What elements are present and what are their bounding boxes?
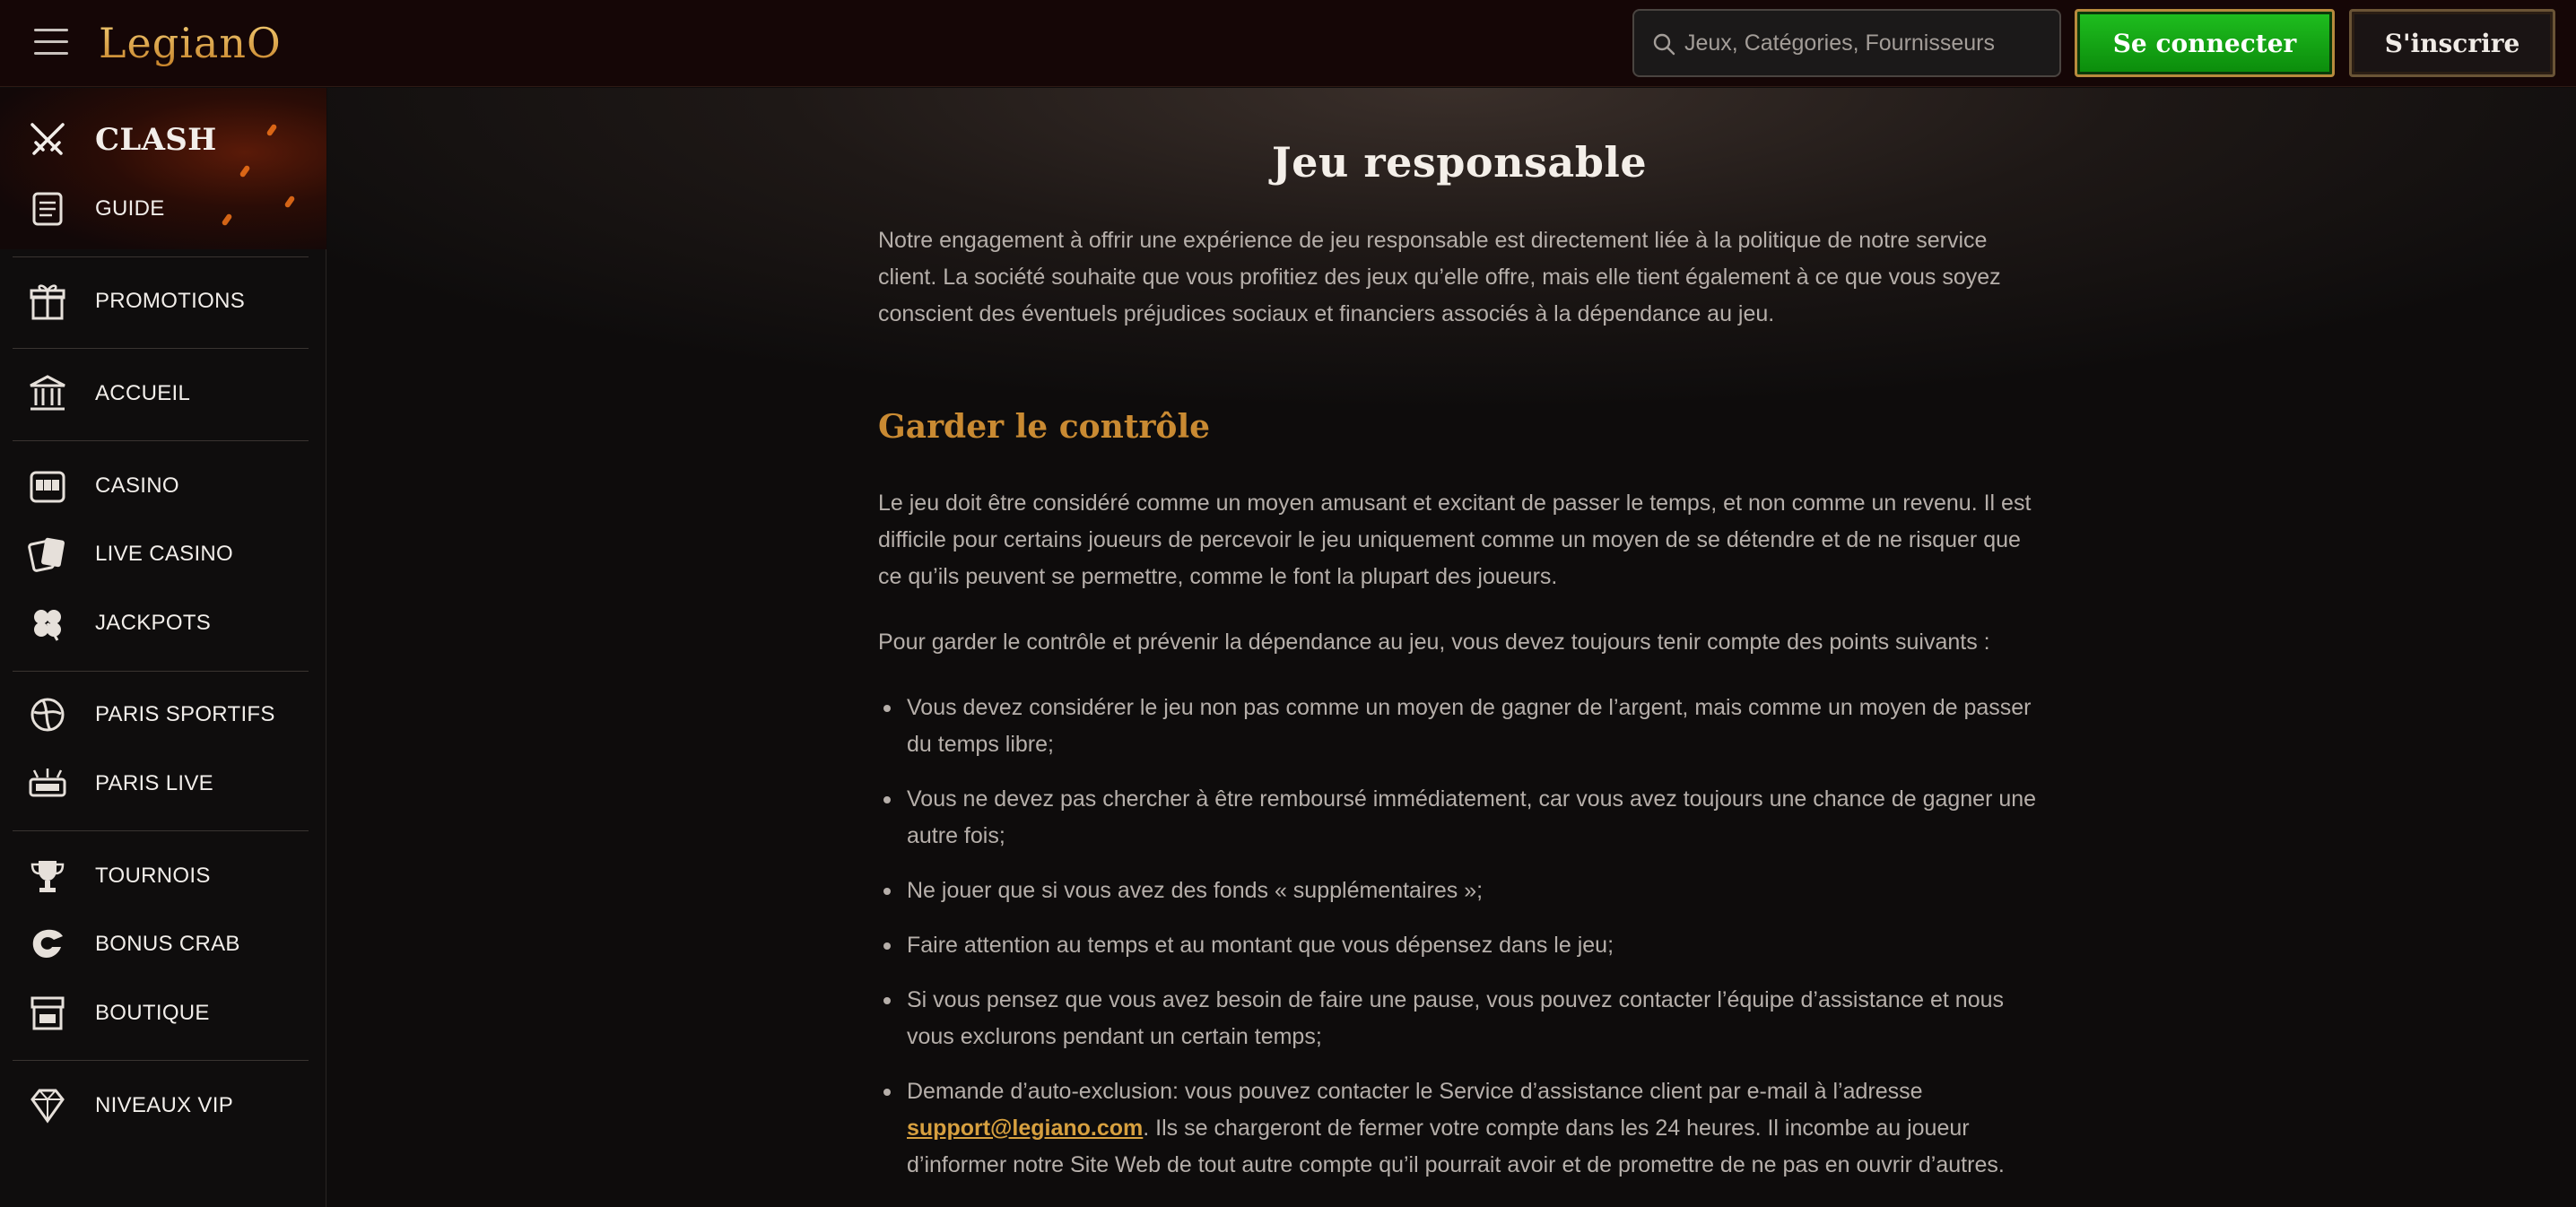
trophy-icon [25, 854, 70, 899]
divider [13, 830, 309, 831]
sidebar [0, 88, 326, 1207]
support-email-link[interactable]: support@legiano.com [907, 1116, 1144, 1141]
list-item [878, 1073, 2041, 1184]
hamburger-menu-icon[interactable] [34, 27, 68, 57]
crossed-swords-icon [25, 117, 70, 162]
sidebar-item-promotions[interactable]: PROMOTIONS [25, 270, 312, 333]
clover-icon [25, 601, 70, 646]
search-icon [1652, 32, 1675, 56]
diamond-icon [25, 1083, 70, 1128]
top-header [0, 0, 2576, 87]
divider [13, 256, 309, 257]
search-input[interactable] [1684, 13, 2052, 74]
list-item: Vous ne devez pas chercher à être remboursé immédiatement, car vous avez toujours une chance de gagner une autre fois; [878, 781, 2041, 855]
scroll-icon [25, 187, 70, 231]
crab-claw-icon [25, 922, 70, 967]
intro-paragraph: Notre engagement à offrir une expérience de jeu responsable est directement liée à la politique de notre service client. La société souhaite que vous profitiez des jeux qu’elle offre, mais elle tient également à ce que vous soyez conscient des éventuels préjudices sociaux et financiers associés à la dépendance au jeu. [878, 228, 2001, 326]
article [878, 138, 2041, 1202]
sidebar-item-live-casino[interactable]: LIVE CASINO [25, 523, 312, 586]
list-item-text: . Ils se chargeront de fermer votre compte dans les 24 heures. Il incombe au joueur d’informer notre Site Web de tout autre compte qu’il pourrait avoir et de promettre de ne pas en ouvrir d’autres. [907, 1116, 2005, 1177]
section-title: Garder le contrôle [878, 408, 1211, 446]
divider [13, 671, 309, 672]
gift-icon [25, 279, 70, 324]
list-item: Si vous pensez que vous avez besoin de faire une pause, vous pouvez contacter l’équipe d’assistance et nous vous exclurons pendant un certain temps; [878, 982, 2041, 1055]
sidebar-item-clash[interactable]: CLASH [25, 109, 312, 171]
logo[interactable]: LegianO [99, 16, 282, 70]
list-item-text: Demande d’auto-exclusion: vous pouvez contacter le Service d’assistance client par e-mail à l’adresse [907, 1079, 1923, 1104]
list-item: Faire attention au temps et au montant que vous dépensez dans le jeu; [878, 927, 2041, 964]
sidebar-item-jackpots[interactable]: JACKPOTS [25, 592, 312, 655]
sidebar-item-casino[interactable]: CASINO [25, 455, 312, 517]
main-content [327, 88, 2576, 1207]
live-icon [25, 761, 70, 806]
page-title: Jeu responsable [1271, 138, 1648, 187]
paragraph: Le jeu doit être considéré comme un moyen amusant et excitant de passer le temps, et non comme un revenu. Il est difficile pour certains joueurs de percevoir le jeu uniquement comme un moyen de se détendre et de ne risquer que ce qu’ils peuvent se permettre, comme le font la plupart des joueurs. [878, 491, 2032, 589]
register-button[interactable]: S'inscrire [2349, 9, 2555, 77]
login-button[interactable]: Se connecter [2075, 9, 2335, 77]
sidebar-item-accueil[interactable]: ACCUEIL [25, 362, 312, 425]
list-item: Vous devez considérer le jeu non pas comme un moyen de gagner de l’argent, mais comme un moyen de passer du temps libre; [878, 690, 2041, 763]
ball-icon [25, 692, 70, 737]
sidebar-item-paris-sportifs[interactable]: PARIS SPORTIFS [25, 683, 312, 746]
sidebar-item-niveaux-vip[interactable]: NIVEAUX VIP [25, 1074, 312, 1137]
sidebar-item-paris-live[interactable]: PARIS LIVE [25, 752, 312, 815]
slot-machine-icon [25, 464, 70, 508]
search-box[interactable] [1632, 9, 2061, 77]
divider [13, 1060, 309, 1061]
sidebar-item-guide[interactable]: GUIDE [25, 178, 312, 240]
sidebar-item-bonus-crab[interactable]: BONUS CRAB [25, 913, 312, 976]
sidebar-item-tournois[interactable]: TOURNOIS [25, 845, 312, 907]
shop-icon [25, 991, 70, 1036]
sidebar-item-boutique[interactable]: BOUTIQUE [25, 982, 312, 1045]
cards-icon [25, 532, 70, 577]
temple-icon [25, 371, 70, 416]
paragraph: Pour garder le contrôle et prévenir la dépendance au jeu, vous devez toujours tenir compte des points suivants : [878, 630, 1990, 655]
bullet-list [878, 690, 2041, 1184]
divider [13, 348, 309, 349]
divider [13, 440, 309, 441]
list-item: Ne jouer que si vous avez des fonds « supplémentaires »; [878, 873, 2041, 909]
